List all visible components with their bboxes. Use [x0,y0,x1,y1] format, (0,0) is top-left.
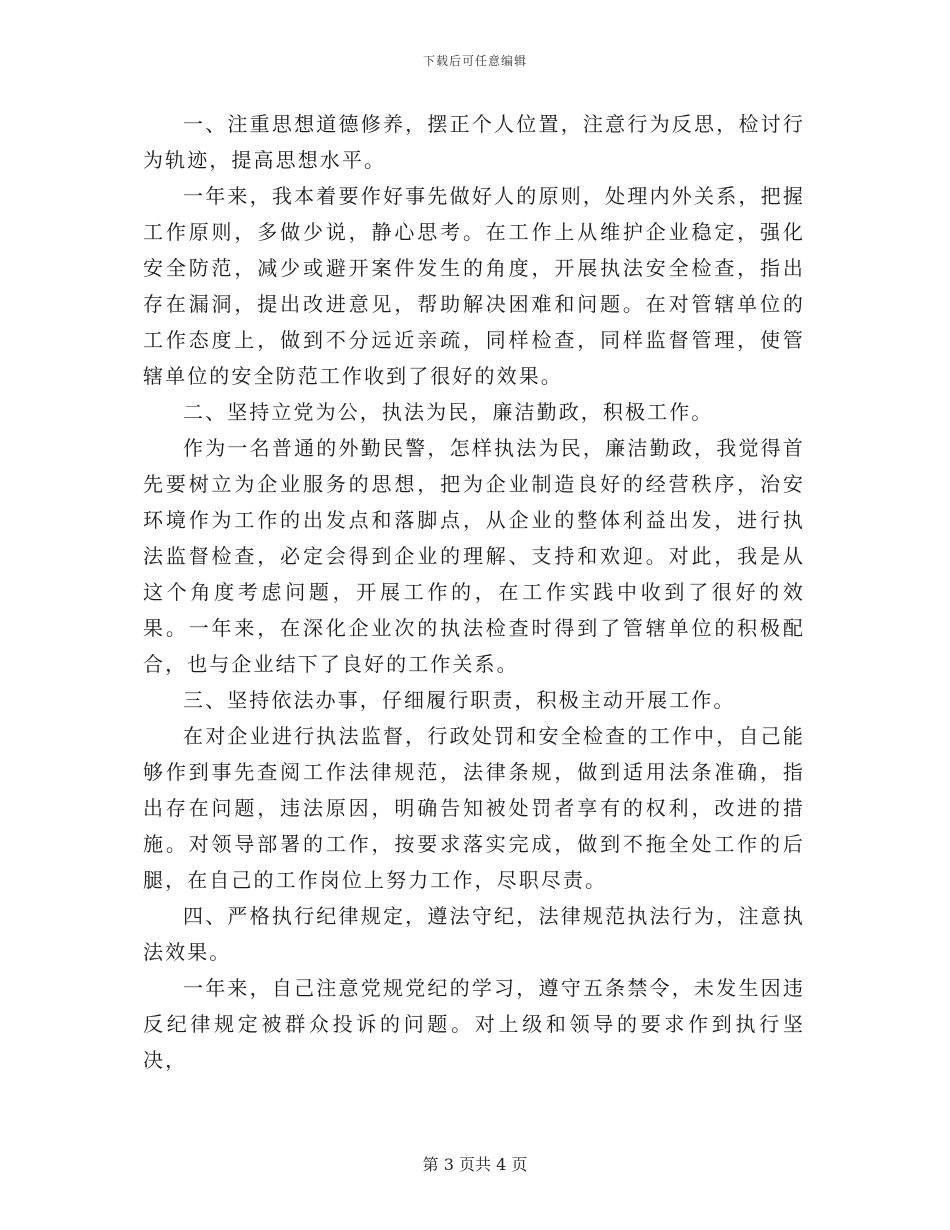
paragraph-section-2: 作为一名普通的外勤民警，怎样执法为民，廉洁勤政，我觉得首先要树立为企业服务的思想，把为企业制造良好的经营秩序，治安环境作为工作的出发点和落脚点，从企业的整体利益出发，进行执法监督检查，必定会得到企业的理解、支持和欢迎。对此，我是从这个角度考虑问题，开展工作的，在工作实践中收到了很好的效果。一年来，在深化企业次的执法检查时得到了管辖单位的积极配合，也与企业结下了良好的工作关系。 [143,436,805,676]
document-body [143,106,805,1078]
page-header: 下载后可任意编辑 [422,54,527,68]
paragraph-section-3: 在对企业进行执法监督，行政处罚和安全检查的工作中，自己能够作到事先查阅工作法律规范，法律条规，做到适用法条准确，指出存在问题，违法原因，明确告知被处罚者享有的权利，改进的措施。对领导部署的工作，按要求落实完成，做到不拖全处工作的后腿，在自己的工作岗位上努力工作，尽职尽责。 [143,724,805,892]
heading-section-4: 四、严格执行纪律规定，遵法守纪，法律规范执法行为，注意执法效果。 [143,904,805,964]
heading-section-2: 二、坚持立党为公，执法为民，廉洁勤政，积极工作。 [183,400,714,424]
heading-section-1: 一、注重思想道德修养，摆正个人位置，注意行为反思，检讨行为轨迹，提高思想水平。 [143,112,805,172]
paragraph-section-4: 一年来，自己注意党规党纪的学习，遵守五条禁令，未发生因违反纪律规定被群众投诉的问题。对上级和领导的要求作到执行坚决， [143,976,805,1072]
heading-section-3: 三、坚持依法办事，仔细履行职责，积极主动开展工作。 [183,688,736,712]
paragraph-section-1: 一年来，我本着要作好事先做好人的原则，处理内外关系，把握工作原则，多做少说，静心思考。在工作上从维护企业稳定，强化安全防范，减少或避开案件发生的角度，开展执法安全检查，指出存在漏洞，提出改进意见，帮助解决困难和问题。在对管辖单位的工作态度上，做到不分远近亲疏，同样检查，同样监督管理，使管辖单位的安全防范工作收到了很好的效果。 [143,184,805,388]
page-number: 第 3 页共 4 页 [422,1155,528,1174]
